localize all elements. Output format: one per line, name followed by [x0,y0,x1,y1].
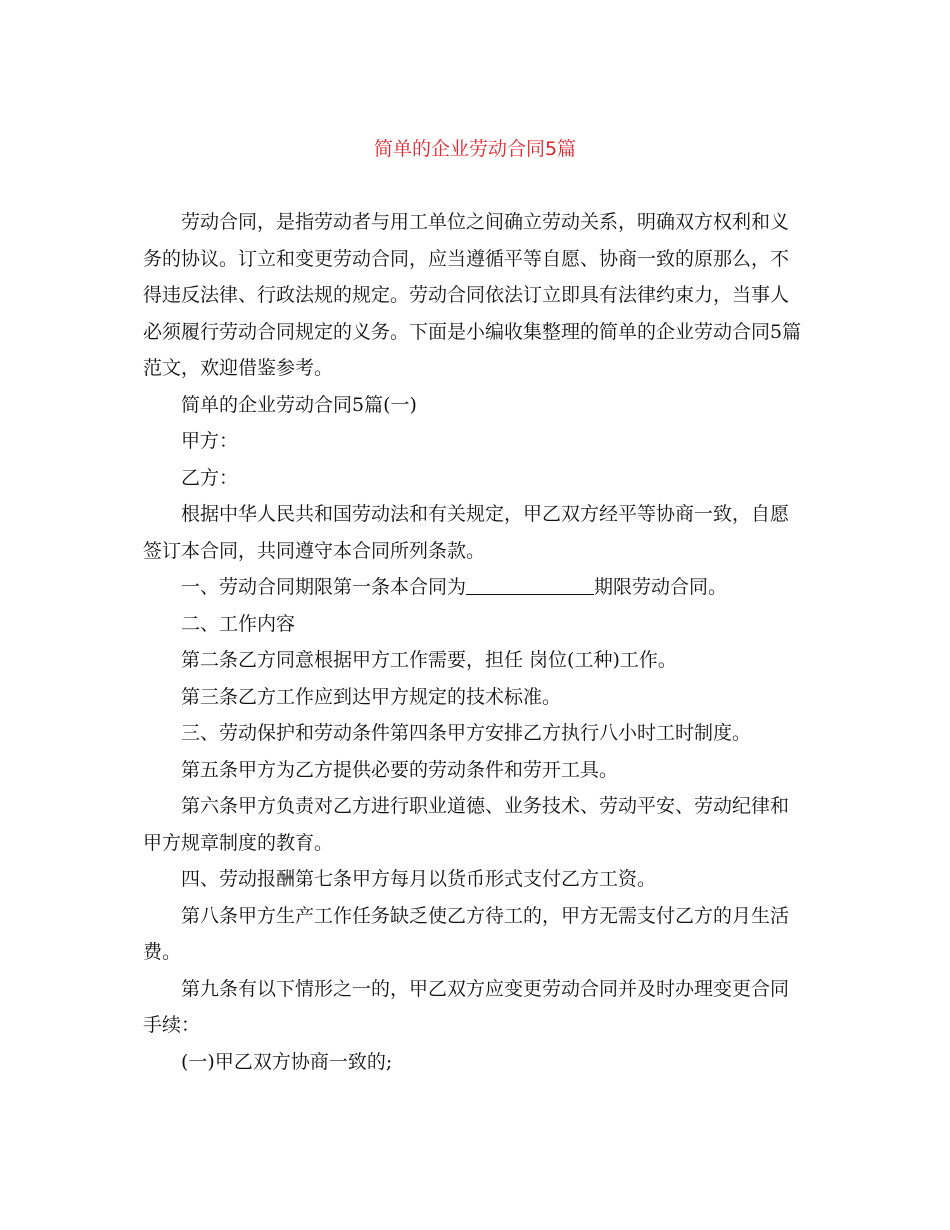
clause-7-paragraph: 四、劳动报酬第七条甲方每月以货币形式支付乙方工资。 [181,868,657,890]
party-a-line: 甲方： [181,430,239,452]
clause-4-paragraph: 三、劳动保护和劳动条件第四条甲方安排乙方执行八小时工时制度。 [181,722,752,744]
clause-1-prefix: 一、劳动合同期限第一条本合同为 [181,576,467,598]
clause-8-paragraph: 第八条甲方生产工作任务缺乏使乙方待工的，甲方无需支付乙方的月生活费。 [143,904,790,963]
term-blank-field [466,574,594,595]
clause-9-item-1: (一)甲乙双方协商一致的; [181,1050,393,1073]
party-b-line: 乙方： [181,466,239,489]
document-title: 简单的企业劳动合同5篇 [373,138,577,160]
work-content-heading: 二、工作内容 [181,612,296,635]
clause-2-paragraph: 第二条乙方同意根据甲方工作需要，担任 岗位(工种)工作。 [181,649,677,671]
clause-9-paragraph: 第九条有以下情形之一的，甲乙双方应变更劳动合同并及时办理变更合同手续： [143,977,790,1036]
clause-1-paragraph [143,569,803,606]
clause-5-paragraph: 第五条甲方为乙方提供必要的劳动条件和劳开工具。 [181,758,619,781]
intro-paragraph: 劳动合同，是指劳动者与用工单位之间确立劳动关系，明确双方权利和义务的协议。订立和变更劳动合同，应当遵循平等自愿、协商一致的原那么，不得违反法律、行政法规的规定。劳动合同依法订立即具有法律约束力，当事人必须履行劳动合同规定的义务。下面是小编收集整理的简单的企业劳动合同5篇范文，欢迎借鉴参考。 [143,211,802,379]
basis-paragraph: 根据中华人民共和国劳动法和有关规定，甲乙双方经平等协商一致，自愿签订本合同，共同遵守本合同所列条款。 [143,503,790,562]
clause-6-paragraph: 第六条甲方负责对乙方进行职业道德、业务技术、劳动平安、劳动纪律和甲方规章制度的教育。 [143,795,790,854]
clause-1-suffix: 期限劳动合同。 [594,576,728,598]
document-body [143,204,803,1080]
clause-3-paragraph: 第三条乙方工作应到达甲方规定的技术标准。 [181,685,562,708]
section-heading: 简单的企业劳动合同5篇(一) [181,393,417,416]
